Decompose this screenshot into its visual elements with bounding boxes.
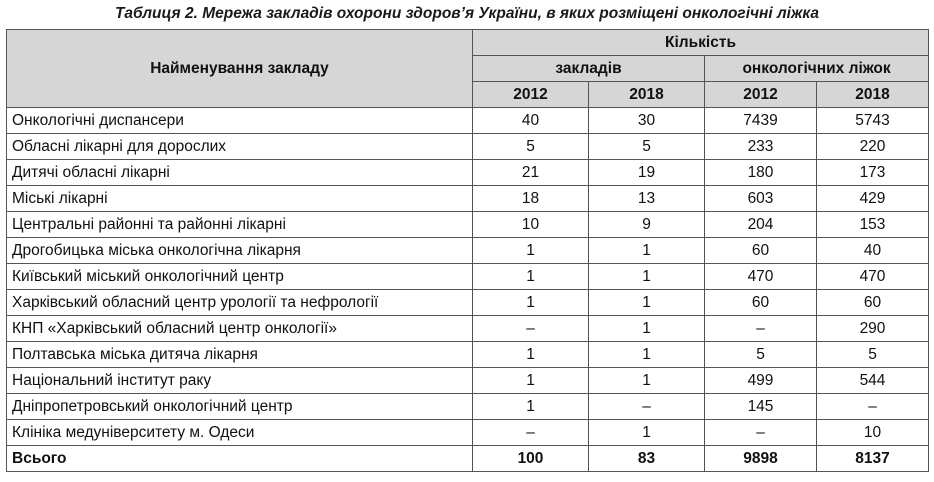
table-row [7,186,929,212]
table-caption: Таблиця 2. Мережа закладів охорони здоров’я України, в яких розміщені онкологічні ліжка [114,5,820,22]
value-cell: 429 [817,186,929,212]
header-quantity: Кількість [473,30,929,56]
value-cell: 5743 [817,108,929,134]
value-cell: 290 [817,316,929,342]
total-value-cell: 9898 [705,446,817,472]
value-cell: 603 [705,186,817,212]
facility-name: Харківський обласний центр урології та нефрології [7,290,473,316]
value-cell: 5 [473,134,589,160]
value-cell: 544 [817,368,929,394]
table-row [7,238,929,264]
facility-name: Національний інститут раку [7,368,473,394]
value-cell: 499 [705,368,817,394]
header-oncology-beds: онкологічних ліжок [705,56,929,82]
facility-name: Міські лікарні [7,186,473,212]
table-row [7,108,929,134]
header-year: 2018 [817,82,929,108]
value-cell: 1 [589,290,705,316]
total-label: Всього [7,446,473,472]
facility-name: Дрогобицька міська онкологічна лікарня [7,238,473,264]
value-cell: 13 [589,186,705,212]
value-cell: 60 [705,238,817,264]
value-cell: 1 [589,420,705,446]
facility-name: Онкологічні диспансери [7,108,473,134]
value-cell: 5 [589,134,705,160]
total-value-cell: 8137 [817,446,929,472]
table-row [7,394,929,420]
value-cell: 5 [705,342,817,368]
value-cell: 19 [589,160,705,186]
facility-name: КНП «Харківський обласний центр онкології» [7,316,473,342]
total-value-cell: 83 [589,446,705,472]
value-cell: 10 [473,212,589,238]
value-cell: 1 [589,238,705,264]
value-cell: 7439 [705,108,817,134]
value-cell: 233 [705,134,817,160]
value-cell: – [473,316,589,342]
value-cell: 1 [473,264,589,290]
value-cell: 21 [473,160,589,186]
total-value-cell: 100 [473,446,589,472]
table-row [7,420,929,446]
value-cell: 1 [473,238,589,264]
header-facilities: закладів [473,56,705,82]
value-cell: 60 [817,290,929,316]
value-cell: 60 [705,290,817,316]
value-cell: – [705,420,817,446]
table-row [7,316,929,342]
value-cell: 18 [473,186,589,212]
table-row [7,368,929,394]
table-row [7,342,929,368]
value-cell: 30 [589,108,705,134]
value-cell: 1 [473,368,589,394]
facility-name: Клініка медуніверситету м. Одеси [7,420,473,446]
table-row [7,212,929,238]
value-cell: – [589,394,705,420]
value-cell: 1 [589,316,705,342]
facility-name: Обласні лікарні для дорослих [7,134,473,160]
value-cell: 9 [589,212,705,238]
total-row [7,446,929,472]
facility-name: Дитячі обласні лікарні [7,160,473,186]
table-row [7,264,929,290]
header-year: 2012 [473,82,589,108]
facility-name: Центральні районні та районні лікарні [7,212,473,238]
value-cell: – [817,394,929,420]
value-cell: 220 [817,134,929,160]
header-year: 2012 [705,82,817,108]
facilities-table [6,29,929,472]
header-year: 2018 [589,82,705,108]
facility-name: Полтавська міська дитяча лікарня [7,342,473,368]
value-cell: 1 [473,342,589,368]
value-cell: 153 [817,212,929,238]
value-cell: 145 [705,394,817,420]
facility-name: Київський міський онкологічний центр [7,264,473,290]
table-row [7,134,929,160]
value-cell: – [705,316,817,342]
value-cell: 1 [473,290,589,316]
value-cell: 1 [589,368,705,394]
value-cell: 180 [705,160,817,186]
value-cell: 173 [817,160,929,186]
table-row [7,290,929,316]
value-cell: 1 [589,264,705,290]
table-row [7,160,929,186]
value-cell: – [473,420,589,446]
facility-name: Дніпропетровський онкологічний центр [7,394,473,420]
value-cell: 204 [705,212,817,238]
value-cell: 1 [473,394,589,420]
value-cell: 40 [473,108,589,134]
value-cell: 470 [705,264,817,290]
value-cell: 40 [817,238,929,264]
value-cell: 5 [817,342,929,368]
header-facility-name: Найменування закладу [7,30,473,108]
value-cell: 10 [817,420,929,446]
value-cell: 470 [817,264,929,290]
value-cell: 1 [589,342,705,368]
